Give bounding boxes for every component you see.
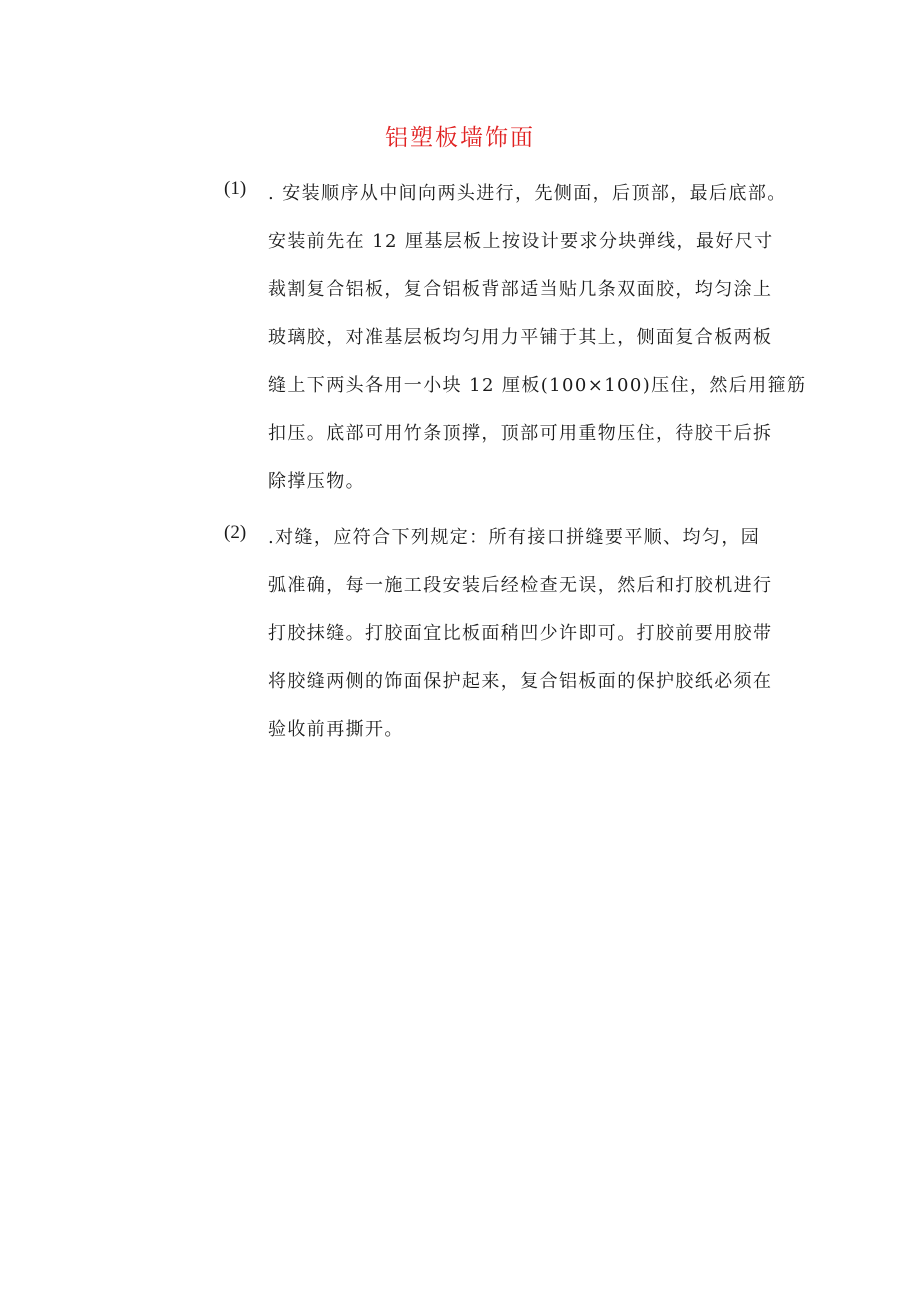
text-line: 打胶抹缝。打胶面宜比板面稍凹少许即可。打胶前要用胶带	[268, 623, 773, 644]
text-line: . 安装顺序从中间向两头进行，先侧面，后顶部，最后底部。	[268, 183, 787, 204]
item-number: (2)	[224, 522, 247, 543]
text-line: 验收前再撕开。	[268, 719, 404, 740]
item-text	[268, 170, 808, 506]
text-line: 除撑压物。	[268, 471, 365, 492]
text-line: 安装前先在 12 厘基层板上按设计要求分块弹线，最好尺寸	[268, 231, 774, 252]
text-line: 裁割复合铝板，复合铝板背部适当贴几条双面胶，均匀涂上	[268, 279, 773, 300]
text-line: 弧准确，每一施工段安装后经检查无误，然后和打胶机进行	[268, 575, 773, 596]
text-line: 玻璃胶，对准基层板均匀用力平铺于其上，侧面复合板两板	[268, 327, 773, 348]
text-line: 扣压。底部可用竹条顶撑，顶部可用重物压住，待胶干后拆	[268, 423, 773, 444]
item-text	[268, 514, 808, 754]
text-line: 缝上下两头各用一小块 12 厘板(100×100)压住，然后用箍筋	[268, 375, 807, 396]
document-title: 铝塑板墙饰面	[385, 125, 535, 151]
item-number: (1)	[224, 178, 247, 199]
text-line: 将胶缝两侧的饰面保护起来，复合铝板面的保护胶纸必须在	[268, 671, 773, 692]
text-line: .对缝，应符合下列规定：所有接口拼缝要平顺、均匀，园	[268, 527, 761, 548]
